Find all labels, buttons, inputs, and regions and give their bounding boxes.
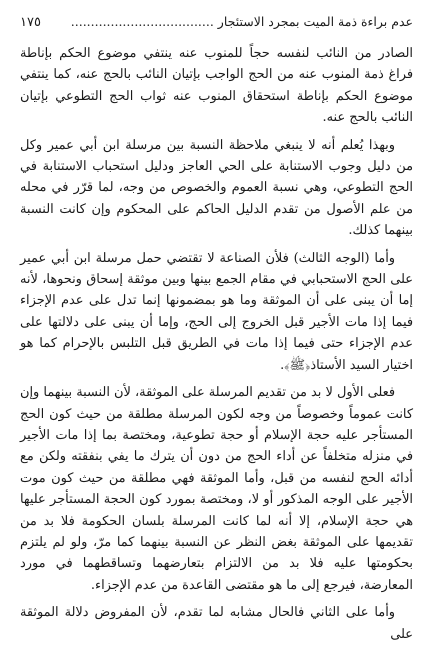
paragraph: الصادر من النائب لنفسه حجاً للمنوب عنه ينتفي موضوع الحكم بإناطة فراغ ذمة المنوب عنه من الحج الواجب بإتيان النائب بالحج عنه، كما ينتفي موضوع الحكم بإناطة استحقاق المنوب عنه ثواب الحج التطوعي بإتيان النائب بالحج عنه.	[20, 46, 413, 126]
paragraph: وبهذا يُعلم أنه لا ينبغي ملاحظة النسبة بين مرسلة ابن أبي عمير وكل من دليل وجوب الاستنابة على الحي العاجز ودليل استحباب الاستنابة في الحج التطوعي، وهي نسبة العموم والخصوص من وجه، لما قرّر في محله من علم الأصول من تقدم الدليل الحاكم على المحكوم وإن كانت النسبة بينهما كذلك.	[20, 137, 413, 239]
running-header	[20, 12, 413, 33]
running-header-title: عدم براءة ذمة الميت بمجرد الاستئجار ....................................	[70, 14, 413, 29]
paragraph: فعلى الأول لا بد من تقديم المرسلة على الموثقة، لأن النسبة بينهما وإن كانت عموماً وخصوصاً من وجه لكون المرسلة مطلقة من حيث كون الحج المستأجر عليه حجة الإسلام أو حجة تطوعية، ومختصة بما إذا مات الأجير في منزله متخلفاً عن أداء الحج من دون أن يترك ما يفي بنفقته ولكن مع أدائه الحج لنفسه من قبل، وأما الموثقة فهي مطلقة من حيث كون موت الأجير على الوجه المذكور أو لا، ومختصة بمورد كون الحجة المستأجر عليها هي حجة الإسلام، إلا أنه لما كانت المرسلة بلسان الحكومة فلا بد من تقديمها على الموثقة بغض النظر عن النسبة بينهما كما مرّ، ولو لم يلتزم بحكومتها عليه فلا بد من الالتزام بتعارضهما وتساقطهما في مورد المعارضة، فيرجع إلى ما هو مقتضى القاعدة من عدم الإجزاء.	[20, 385, 413, 593]
page-number: ١٧٥	[20, 15, 41, 30]
body-text	[20, 43, 413, 645]
paragraph: وأما على الثاني فالحال مشابه لما تقدم، لأن المفروض دلالة الموثقة على	[20, 605, 413, 642]
paragraph: وأما (الوجه الثالث) فلأن الصناعة لا تقتضي حمل مرسلة ابن أبي عمير على الحج الاستحبابي في مقام الجمع بينها وبين موثقة إسحاق ونحوها، لأنه إما أن يبنى على أن الموثقة وما هو بمضمونها إنما تدل على عدم الإجزاء فيما إذا مات الأجير قبل الخروج إلى الحج، وإما أن يبنى على دلالتها على عدم الإجزاء حتى فيما إذا مات في الطريق قبل التلبس بالإحرام كما هو اختيار السيد الأستاذ﴿ﷺ﴾.	[20, 250, 413, 373]
